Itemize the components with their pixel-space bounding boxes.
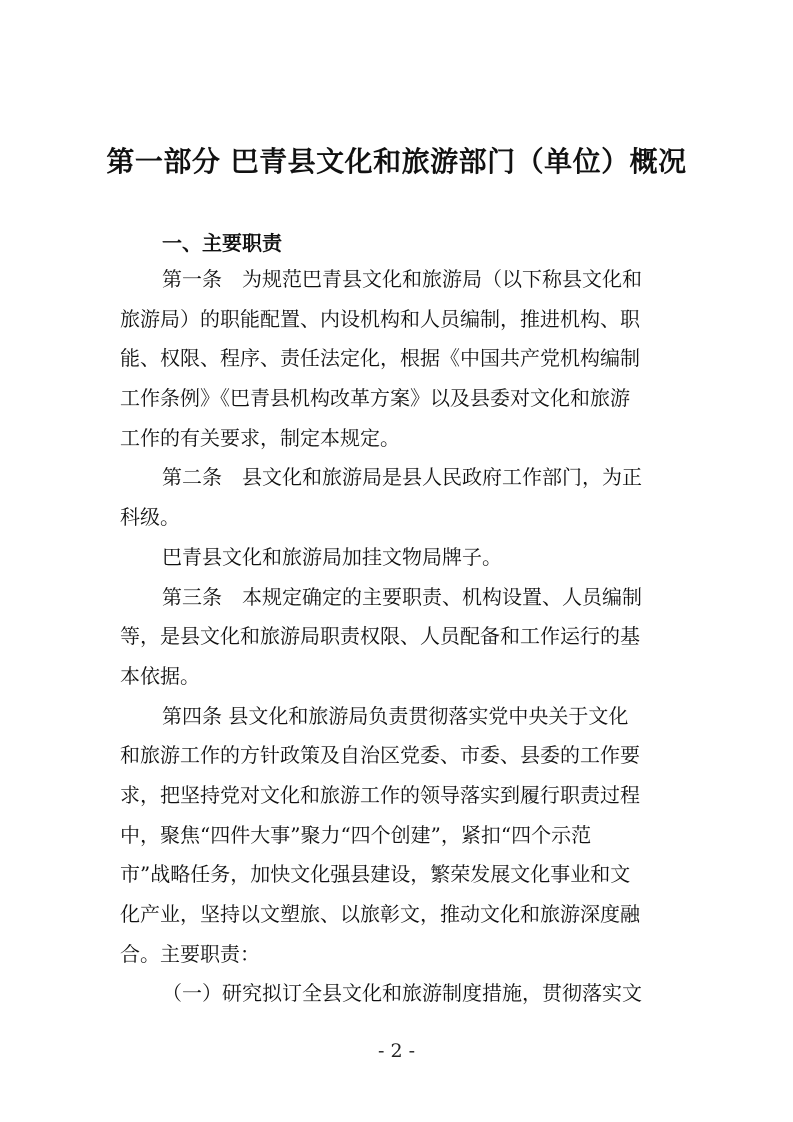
section-heading: 一、主要职责 [162,231,282,255]
paragraph-line: 旅游局）的职能配置、内设机构和人员编制，推进机构、职 [120,306,640,331]
paragraph-line: 科级。 [120,505,180,530]
page-number: - 2 - [377,1040,415,1062]
paragraph-line: （一）研究拟订全县文化和旅游制度措施，贯彻落实文 [162,981,642,1006]
paragraph-line: 第四条 县文化和旅游局负责贯彻落实党中央关于文化 [162,703,629,728]
paragraph-line: 第三条 本规定确定的主要职责、机构设置、人员编制 [162,584,642,609]
paragraph-line: 工作条例》《巴青县机构改革方案》以及县委对文化和旅游 [120,386,630,411]
paragraph-line: 第一条 为规范巴青县文化和旅游局（以下称县文化和 [162,267,642,291]
paragraph-line: 第二条 县文化和旅游局是县人民政府工作部门，为正 [162,465,642,490]
page-title: 第一部分 巴青县文化和旅游部门（单位）概况 [106,145,687,178]
paragraph-line: 等，是县文化和旅游局职责权限、人员配备和工作运行的基 [120,624,640,649]
paragraph-line: 本依据。 [120,663,200,688]
paragraph-line: 化产业，坚持以文塑旅、以旅彰文，推动文化和旅游深度融 [120,902,640,926]
paragraph-line: 市”战略任务，加快文化强县建设，繁荣发展文化事业和文 [120,862,631,887]
paragraph-line: 和旅游工作的方针政策及自治区党委、市委、县委的工作要 [120,743,640,768]
paragraph-line: 合。主要职责： [120,941,260,966]
body-text [120,260,674,1014]
paragraph-line: 巴青县文化和旅游局加挂文物局牌子。 [162,544,502,569]
paragraph-line: 求，把坚持党对文化和旅游工作的领导落实到履行职责过程 [120,782,640,807]
paragraph-line: 中，聚焦“四件大事”聚力“四个创建”，紧扣“四个示范 [120,822,592,847]
paragraph-line: 能、权限、程序、责任法定化，根据《中国共产党机构编制 [120,346,640,371]
paragraph-line: 工作的有关要求，制定本规定。 [120,425,400,450]
